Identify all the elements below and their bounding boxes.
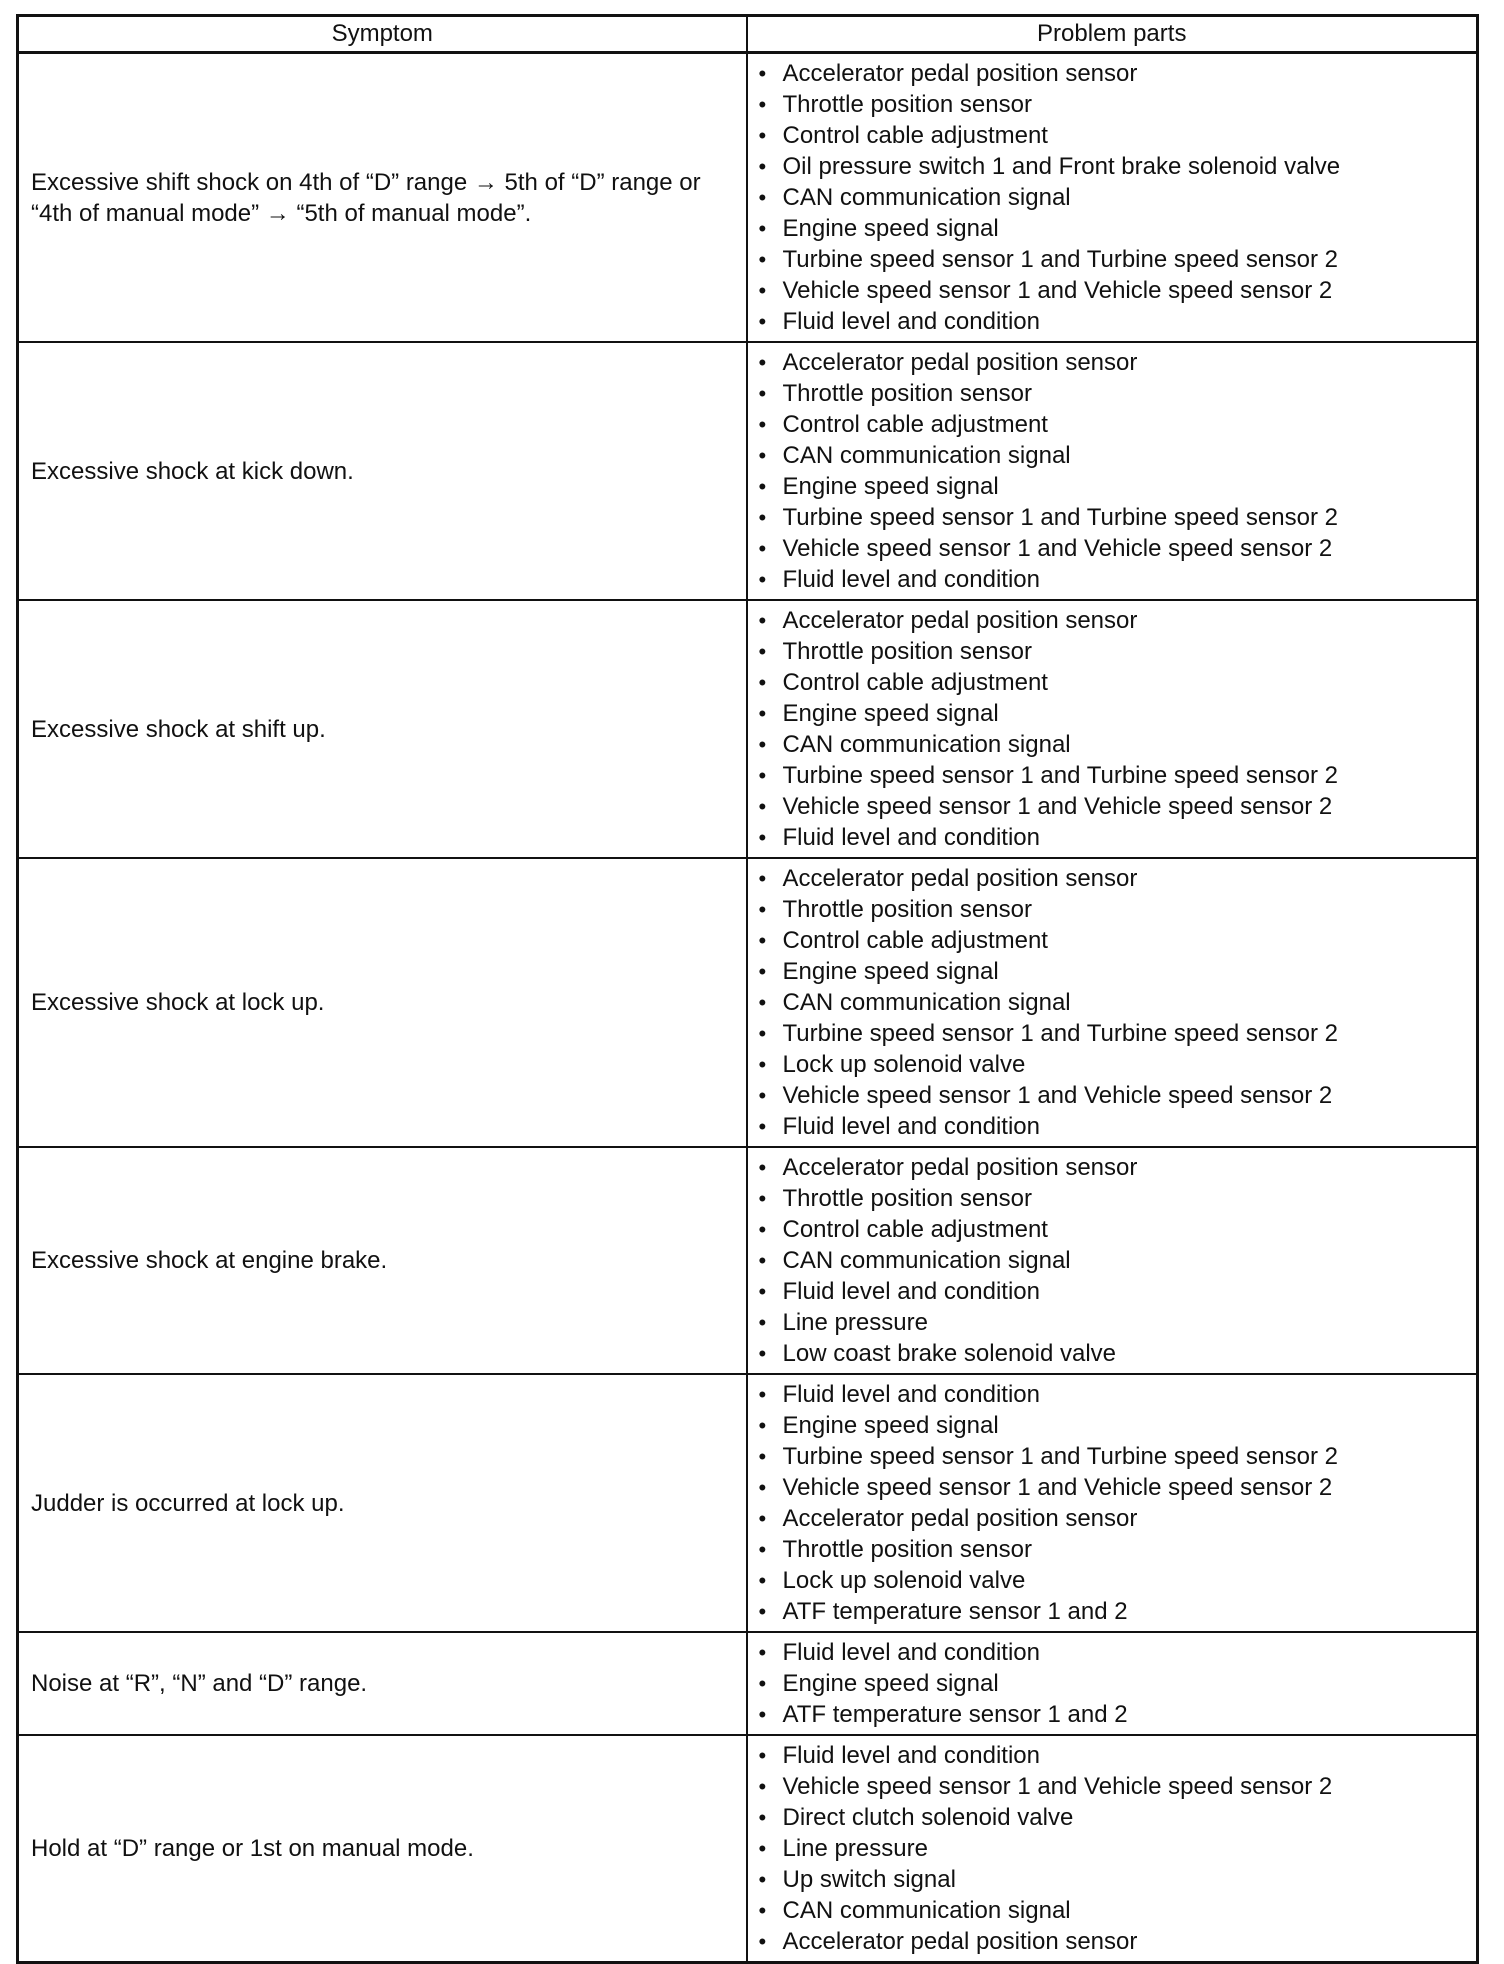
table-row	[18, 342, 1478, 600]
list-item: • Turbine speed sensor 1 and Turbine speed sensor 2	[756, 760, 1469, 791]
list-item: • Turbine speed sensor 1 and Turbine speed sensor 2	[756, 1441, 1469, 1472]
list-item: • Turbine speed sensor 1 and Turbine speed sensor 2	[756, 502, 1469, 533]
list-item: • Throttle position sensor	[756, 1183, 1469, 1214]
table-header-row	[18, 16, 1478, 53]
symptom-cell: Hold at “D” range or 1st on manual mode.	[18, 1735, 747, 1963]
list-item: • Accelerator pedal position sensor	[756, 863, 1469, 894]
list-item: • Control cable adjustment	[756, 120, 1469, 151]
list-item: • Fluid level and condition	[756, 1637, 1469, 1668]
symptom-cell: Excessive shift shock on 4th of “D” range → 5th of “D” range or “4th of manual mode” → “5th of manual mode”.	[18, 53, 747, 343]
list-item: • Accelerator pedal position sensor	[756, 58, 1469, 89]
problem-parts-list	[756, 605, 1469, 853]
problem-parts-cell	[747, 858, 1478, 1147]
list-item: • Accelerator pedal position sensor	[756, 347, 1469, 378]
problem-parts-list	[756, 58, 1469, 337]
list-item: • Engine speed signal	[756, 1668, 1469, 1699]
list-item: • Control cable adjustment	[756, 409, 1469, 440]
list-item: • CAN communication signal	[756, 987, 1469, 1018]
list-item: • Vehicle speed sensor 1 and Vehicle speed sensor 2	[756, 533, 1469, 564]
problem-parts-cell	[747, 1735, 1478, 1963]
list-item: • Vehicle speed sensor 1 and Vehicle speed sensor 2	[756, 275, 1469, 306]
list-item: • Fluid level and condition	[756, 1379, 1469, 1410]
list-item: • Throttle position sensor	[756, 89, 1469, 120]
list-item: • CAN communication signal	[756, 1245, 1469, 1276]
symptom-table	[16, 14, 1479, 1964]
table-row	[18, 1374, 1478, 1632]
list-item: • Engine speed signal	[756, 956, 1469, 987]
problem-parts-cell	[747, 1374, 1478, 1632]
list-item: • Control cable adjustment	[756, 925, 1469, 956]
table-body	[18, 53, 1478, 1963]
list-item: • Fluid level and condition	[756, 1276, 1469, 1307]
list-item: • Engine speed signal	[756, 698, 1469, 729]
table-row	[18, 600, 1478, 858]
list-item: • Throttle position sensor	[756, 1534, 1469, 1565]
list-item: • Fluid level and condition	[756, 822, 1469, 853]
list-item: • CAN communication signal	[756, 1895, 1469, 1926]
problem-parts-cell	[747, 53, 1478, 343]
symptom-cell: Judder is occurred at lock up.	[18, 1374, 747, 1632]
list-item: • Accelerator pedal position sensor	[756, 1926, 1469, 1957]
list-item: • Low coast brake solenoid valve	[756, 1338, 1469, 1369]
list-item: • Turbine speed sensor 1 and Turbine speed sensor 2	[756, 1018, 1469, 1049]
list-item: • Fluid level and condition	[756, 1111, 1469, 1142]
symptom-cell: Excessive shock at kick down.	[18, 342, 747, 600]
problem-parts-cell	[747, 1147, 1478, 1374]
list-item: • Engine speed signal	[756, 213, 1469, 244]
symptom-cell: Excessive shock at lock up.	[18, 858, 747, 1147]
table-row	[18, 53, 1478, 343]
list-item: • Accelerator pedal position sensor	[756, 605, 1469, 636]
problem-parts-list	[756, 1637, 1469, 1730]
problem-parts-list	[756, 1740, 1469, 1957]
list-item: • Fluid level and condition	[756, 564, 1469, 595]
list-item: • Fluid level and condition	[756, 306, 1469, 337]
list-item: • Control cable adjustment	[756, 1214, 1469, 1245]
list-item: • Accelerator pedal position sensor	[756, 1152, 1469, 1183]
problem-parts-list	[756, 863, 1469, 1142]
list-item: • Lock up solenoid valve	[756, 1565, 1469, 1596]
list-item: • Line pressure	[756, 1833, 1469, 1864]
symptom-cell: Excessive shock at shift up.	[18, 600, 747, 858]
list-item: • Throttle position sensor	[756, 894, 1469, 925]
list-item: • Vehicle speed sensor 1 and Vehicle speed sensor 2	[756, 1472, 1469, 1503]
list-item: • Vehicle speed sensor 1 and Vehicle speed sensor 2	[756, 1771, 1469, 1802]
list-item: • Turbine speed sensor 1 and Turbine speed sensor 2	[756, 244, 1469, 275]
list-item: • Vehicle speed sensor 1 and Vehicle speed sensor 2	[756, 791, 1469, 822]
list-item: • Engine speed signal	[756, 471, 1469, 502]
problem-parts-cell	[747, 342, 1478, 600]
list-item: • Up switch signal	[756, 1864, 1469, 1895]
list-item: • CAN communication signal	[756, 729, 1469, 760]
list-item: • Direct clutch solenoid valve	[756, 1802, 1469, 1833]
header-problem-parts: Problem parts	[747, 16, 1478, 53]
symptom-cell: Excessive shock at engine brake.	[18, 1147, 747, 1374]
table-row	[18, 1632, 1478, 1735]
list-item: • Lock up solenoid valve	[756, 1049, 1469, 1080]
list-item: • Line pressure	[756, 1307, 1469, 1338]
list-item: • Throttle position sensor	[756, 636, 1469, 667]
list-item: • Fluid level and condition	[756, 1740, 1469, 1771]
problem-parts-list	[756, 1379, 1469, 1627]
problem-parts-cell	[747, 1632, 1478, 1735]
list-item: • CAN communication signal	[756, 440, 1469, 471]
list-item: • ATF temperature sensor 1 and 2	[756, 1699, 1469, 1730]
list-item: • ATF temperature sensor 1 and 2	[756, 1596, 1469, 1627]
problem-parts-cell	[747, 600, 1478, 858]
problem-parts-list	[756, 1152, 1469, 1369]
symptom-cell: Noise at “R”, “N” and “D” range.	[18, 1632, 747, 1735]
table-row	[18, 1735, 1478, 1963]
table-row	[18, 1147, 1478, 1374]
list-item: • Engine speed signal	[756, 1410, 1469, 1441]
list-item: • Throttle position sensor	[756, 378, 1469, 409]
list-item: • Vehicle speed sensor 1 and Vehicle speed sensor 2	[756, 1080, 1469, 1111]
table-row	[18, 858, 1478, 1147]
header-symptom: Symptom	[18, 16, 747, 53]
list-item: • Oil pressure switch 1 and Front brake solenoid valve	[756, 151, 1469, 182]
list-item: • Control cable adjustment	[756, 667, 1469, 698]
list-item: • Accelerator pedal position sensor	[756, 1503, 1469, 1534]
list-item: • CAN communication signal	[756, 182, 1469, 213]
problem-parts-list	[756, 347, 1469, 595]
